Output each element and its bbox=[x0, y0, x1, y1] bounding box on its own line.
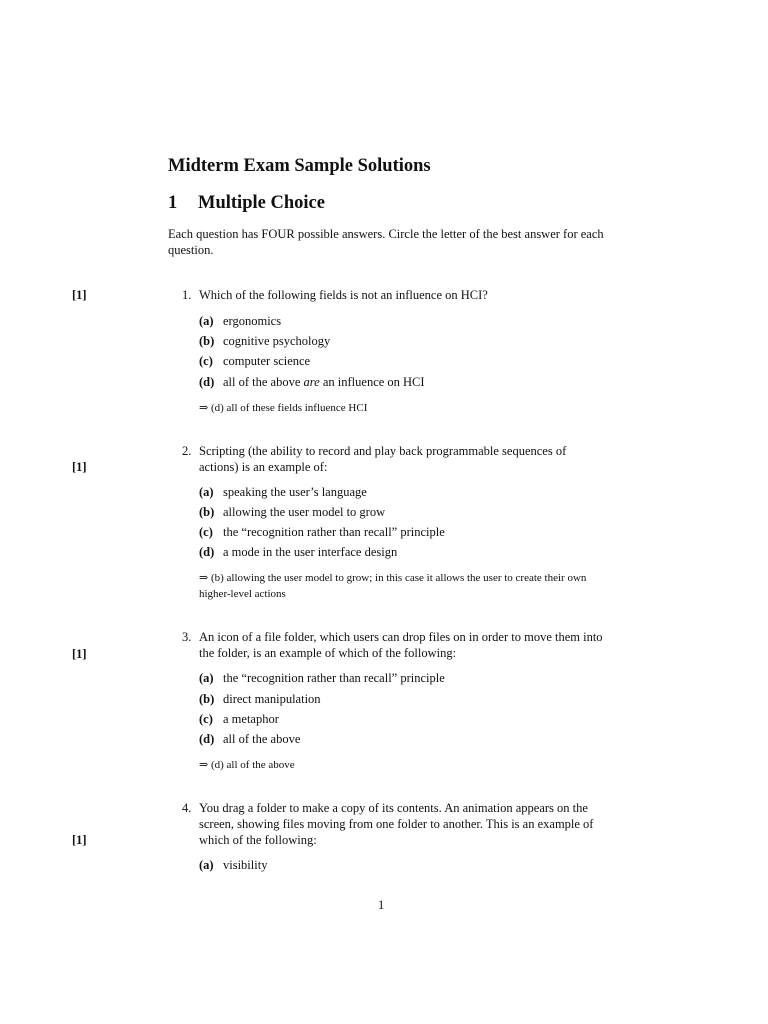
option-letter: (b) bbox=[199, 334, 215, 348]
option-a bbox=[199, 670, 445, 686]
option-d bbox=[199, 374, 425, 390]
option-letter: (c) bbox=[199, 712, 213, 726]
question-text: Which of the following fields is not an influence on HCI? bbox=[199, 288, 488, 302]
question-number: 2. bbox=[182, 444, 192, 458]
option-text: computer science bbox=[223, 354, 311, 368]
question-marks: [1] bbox=[72, 647, 87, 661]
option-text: a metaphor bbox=[223, 712, 279, 726]
option-letter: (a) bbox=[199, 858, 214, 872]
option-text-emphasis: are bbox=[303, 375, 320, 389]
option-c bbox=[199, 711, 279, 727]
option-text: ergonomics bbox=[223, 314, 282, 328]
option-text: a mode in the user interface design bbox=[223, 545, 398, 559]
option-text: speaking the user’s language bbox=[223, 485, 367, 499]
option-d bbox=[199, 731, 300, 747]
option-d bbox=[199, 544, 397, 560]
document-title: Midterm Exam Sample Solutions bbox=[168, 156, 431, 176]
answer-solution: ⇒ (d) all of the above bbox=[199, 759, 295, 771]
option-letter: (b) bbox=[199, 692, 215, 706]
option-letter: (d) bbox=[199, 732, 215, 746]
option-a bbox=[199, 857, 267, 873]
option-letter: (a) bbox=[199, 314, 214, 328]
answer-solution: ⇒ (b) allowing the user model to grow; in this case it allows the user to create their own higher-level actions bbox=[199, 572, 587, 600]
option-c bbox=[199, 353, 310, 369]
option-letter: (a) bbox=[199, 671, 214, 685]
option-text: the “recognition rather than recall” principle bbox=[223, 671, 445, 685]
option-letter: (d) bbox=[199, 375, 215, 389]
option-a bbox=[199, 313, 281, 329]
option-text: all of the above bbox=[223, 732, 301, 746]
question-marks: [1] bbox=[72, 288, 87, 302]
option-b bbox=[199, 691, 321, 707]
question-number: 4. bbox=[182, 801, 192, 815]
page-number: 1 bbox=[378, 898, 385, 912]
option-text-post: an influence on HCI bbox=[319, 375, 425, 389]
question-marks: [1] bbox=[72, 833, 87, 847]
option-letter: (a) bbox=[199, 485, 214, 499]
option-letter: (b) bbox=[199, 505, 215, 519]
option-text: the “recognition rather than recall” principle bbox=[223, 525, 445, 539]
option-letter: (c) bbox=[199, 354, 213, 368]
question-number: 3. bbox=[182, 630, 192, 644]
section-heading bbox=[168, 193, 325, 214]
question-text: An icon of a file folder, which users can drop files on in order to move them into the folder, is an example of which of the following: bbox=[199, 630, 603, 660]
option-c bbox=[199, 524, 445, 540]
question-text: You drag a folder to make a copy of its contents. An animation appears on the screen, showing files moving from one folder to another. This is an example of which of the following: bbox=[199, 801, 594, 847]
option-letter: (c) bbox=[199, 525, 213, 539]
option-text: cognitive psychology bbox=[223, 334, 331, 348]
option-b bbox=[199, 504, 385, 520]
question-marks: [1] bbox=[72, 460, 87, 474]
answer-solution: ⇒ (d) all of these fields influence HCI bbox=[199, 402, 368, 414]
question-text: Scripting (the ability to record and play back programmable sequences of actions) is an example of: bbox=[199, 444, 567, 474]
option-a bbox=[199, 484, 367, 500]
option-letter: (d) bbox=[199, 545, 215, 559]
option-text-pre: all of the above bbox=[223, 375, 304, 389]
option-text: allowing the user model to grow bbox=[223, 505, 386, 519]
question-number: 1. bbox=[182, 288, 192, 302]
option-b bbox=[199, 333, 330, 349]
section-title: Multiple Choice bbox=[198, 193, 325, 213]
instructions-paragraph: Each question has FOUR possible answers. Circle the letter of the best answer for each question. bbox=[168, 227, 604, 257]
section-number: 1 bbox=[168, 193, 178, 213]
option-text: visibility bbox=[223, 858, 268, 872]
option-text: direct manipulation bbox=[223, 692, 321, 706]
